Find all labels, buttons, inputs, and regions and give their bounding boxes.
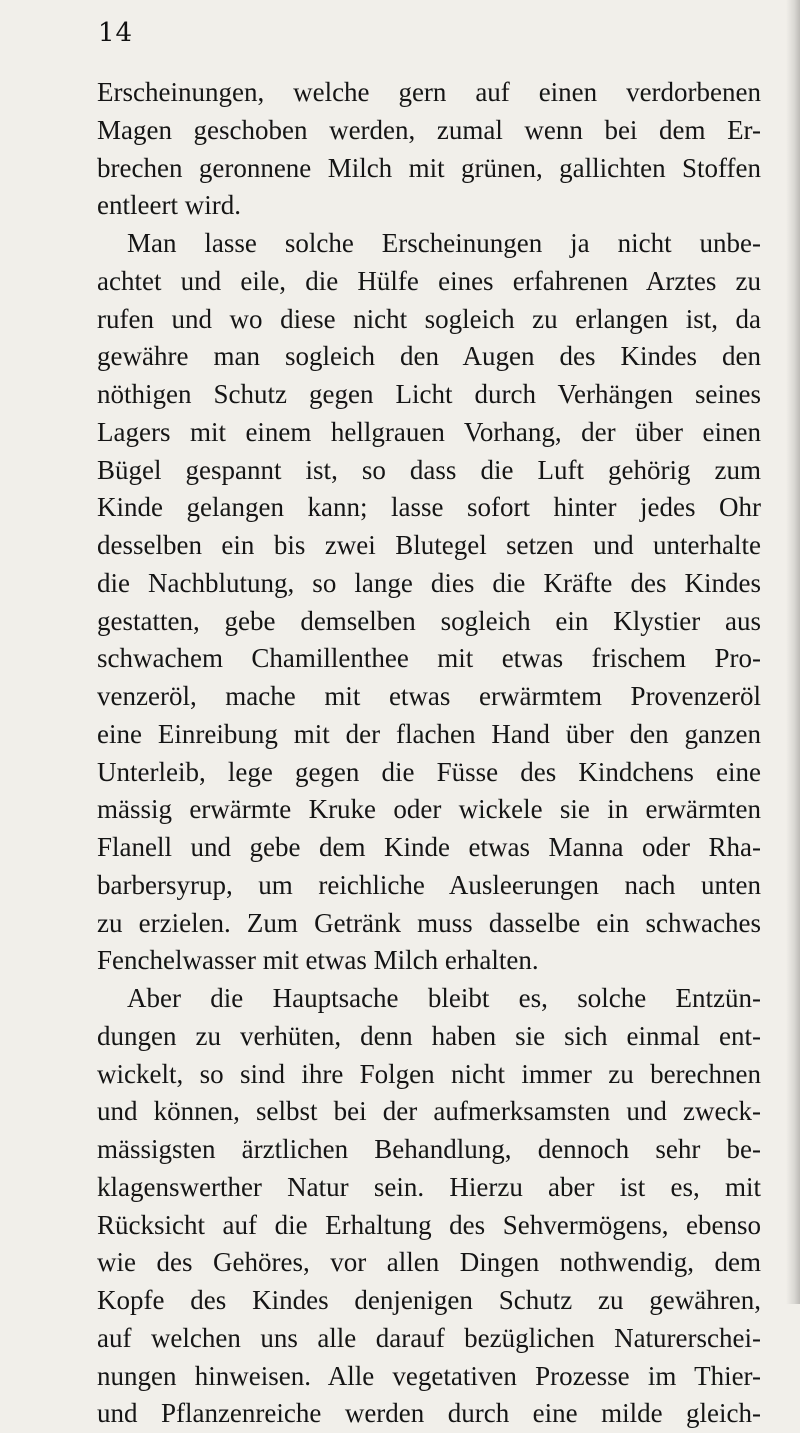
text-line: dungen zu verhüten, denn haben sie sich einmal ent- <box>97 1020 761 1051</box>
text-line: Erscheinungen, welche gern auf einen verdorbenen <box>97 77 761 107</box>
body-text <box>97 74 761 1433</box>
text-line: venzeröl, mache mit etwas erwärmtem Provenzeröl <box>97 681 761 711</box>
text-line: Fenchelwasser mit etwas Milch erhalten. <box>97 945 539 976</box>
text-line: zu erzielen. Zum Getränk muss dasselbe ein schwaches <box>97 907 761 938</box>
text-line: gewähre man sogleich den Augen des Kindes den <box>97 341 761 372</box>
text-line: Unterleib, lege gegen die Füsse des Kindchens eine <box>97 756 761 787</box>
text-line: die Nachblutung, so lange dies die Kräfte des Kindes <box>97 567 761 598</box>
text-line: mässigsten ärztlichen Behandlung, dennoch sehr be- <box>97 1134 761 1164</box>
text-line: barbersyrup, um reichliche Ausleerungen nach unten <box>97 869 761 900</box>
text-line: wickelt, so sind ihre Folgen nicht immer zu berechnen <box>97 1058 761 1089</box>
text-line: Bügel gespannt ist, so dass die Luft gehörig zum <box>97 454 761 485</box>
text-line: Lagers mit einem hellgrauen Vorhang, der über einen <box>97 416 761 447</box>
text-line: rufen und wo diese nicht sogleich zu erlangen ist, da <box>97 303 761 334</box>
page-number: 14 <box>98 18 134 48</box>
text-line: auf welchen uns alle darauf bezüglichen Naturerschei- <box>97 1322 761 1353</box>
page-edge-shadow <box>786 0 800 1304</box>
text-line: entleert wird. <box>97 190 241 221</box>
text-line: Aber die Hauptsache bleibt es, solche Entzün- <box>127 983 761 1013</box>
text-line: eine Einreibung mit der flachen Hand über den ganzen <box>97 718 761 749</box>
text-line: brechen geronnene Milch mit grünen, gallichten Stoffen <box>97 152 761 183</box>
text-line: desselben ein bis zwei Blutegel setzen und unterhalte <box>97 530 761 560</box>
text-line: Magen geschoben werden, zumal wenn bei dem Er- <box>97 114 761 145</box>
text-line: mässig erwärmte Kruke oder wickele sie in erwärmten <box>97 794 761 825</box>
text-line: Kinde gelangen kann; lasse sofort hinter jedes Ohr <box>97 492 761 523</box>
text-line: nungen hinweisen. Alle vegetativen Prozesse im Thier- <box>97 1360 761 1391</box>
text-line: Rücksicht auf die Erhaltung des Sehvermögens, ebenso <box>97 1209 761 1240</box>
text-line: gestatten, gebe demselben sogleich ein Klystier aus <box>97 605 761 636</box>
text-line: Kopfe des Kindes denjenigen Schutz zu gewähren, <box>97 1285 761 1315</box>
text-line: wie des Gehöres, vor allen Dingen nothwendig, dem <box>97 1247 761 1278</box>
text-line: nöthigen Schutz gegen Licht durch Verhängen seines <box>97 379 761 409</box>
text-line: klagenswerther Natur sein. Hierzu aber ist es, mit <box>97 1171 761 1202</box>
text-line: und Pflanzenreiche werden durch eine milde gleich- <box>97 1398 761 1429</box>
text-line: Man lasse solche Erscheinungen ja nicht unbe- <box>127 228 761 258</box>
text-line: schwachem Chamillenthee mit etwas frischem Pro- <box>97 643 761 674</box>
text-line: und können, selbst bei der aufmerksamsten und zweck- <box>97 1096 761 1127</box>
text-line: achtet und eile, die Hülfe eines erfahrenen Arztes zu <box>97 265 761 296</box>
text-line: Flanell und gebe dem Kinde etwas Manna oder Rha- <box>97 832 761 862</box>
